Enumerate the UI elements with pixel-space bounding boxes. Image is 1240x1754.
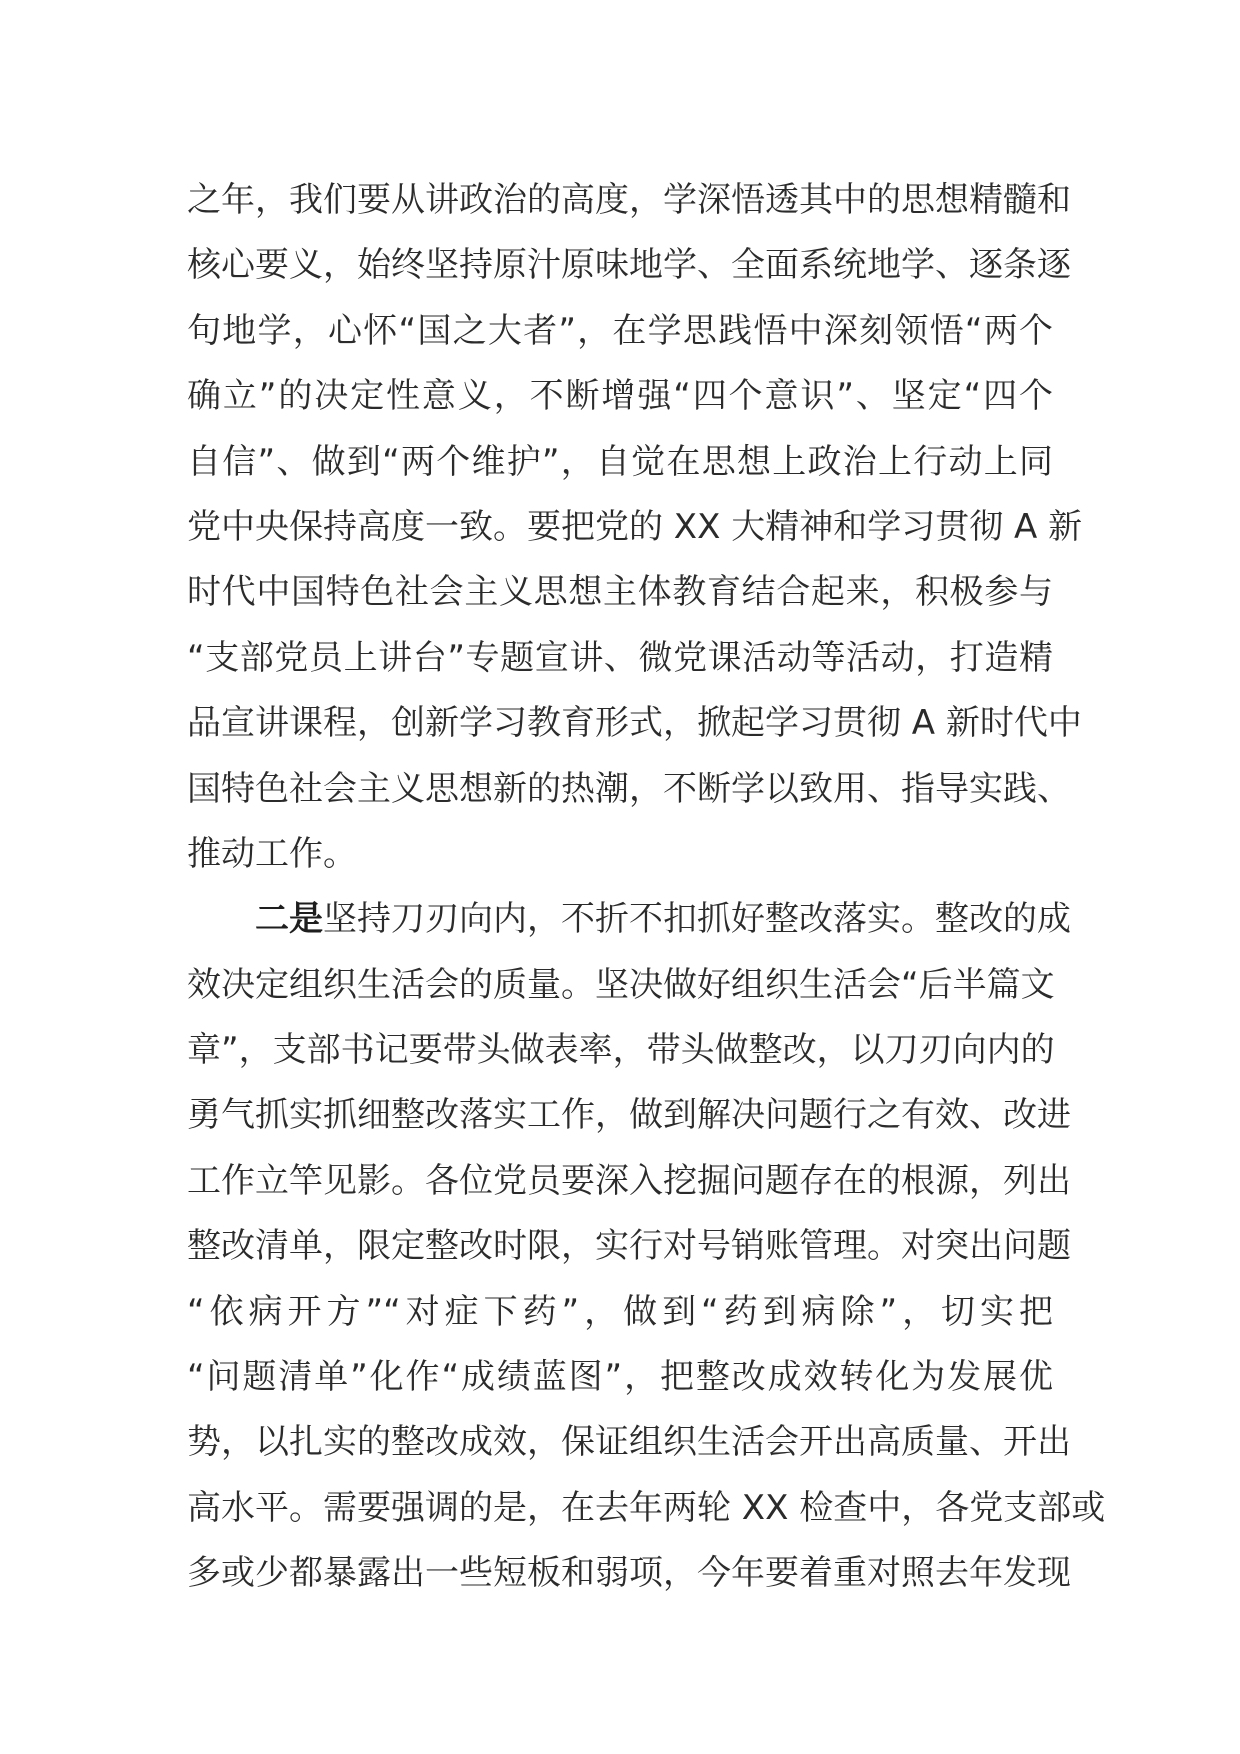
- paragraph-1-line: 品宣讲课程，创新学习教育形式，掀起学习贯彻 A 新时代中: [187, 703, 1082, 744]
- paragraph-1-line: 推动工作。: [187, 833, 357, 874]
- paragraph-1-line: 核心要义，始终坚持原汁原味地学、全面系统地学、逐条逐: [187, 245, 1071, 286]
- paragraph-2: [187, 887, 1106, 1606]
- paragraph-2-first-line: [187, 887, 1071, 952]
- paragraph-2-line: 整改清单，限定整改时限，实行对号销账管理。对突出问题: [187, 1226, 1071, 1267]
- paragraph-2-line: 效决定组织生活会的质量。坚决做好组织生活会“后半篇文: [187, 964, 1055, 1005]
- document-body: [187, 168, 1106, 1607]
- paragraph-2-lead: 二是: [255, 899, 323, 940]
- paragraph-1-line: 确立”的决定性意义，不断增强“四个意识”、坚定“四个: [187, 376, 1053, 417]
- paragraph-2-first-line-text: 坚持刀刃向内，不折不扣抓好整改落实。整改的成: [323, 899, 1071, 940]
- paragraph-2-line: 勇气抓实抓细整改落实工作，做到解决问题行之有效、改进: [187, 1095, 1071, 1136]
- paragraph-1-line: 之年，我们要从讲政治的高度，学深悟透其中的思想精髓和: [187, 180, 1071, 220]
- paragraph-1-line: 自信”、做到“两个维护”，自觉在思想上政治上行动上同: [187, 441, 1053, 482]
- paragraph-2-line: “依病开方”“对症下药”，做到“药到病除”，切实把: [187, 1291, 1053, 1332]
- paragraph-1-line: “支部党员上讲台”专题宣讲、微党课活动等活动，打造精: [187, 637, 1053, 678]
- paragraph-2-line: 章”，支部书记要带头做表率，带头做整改，以刀刃向内的: [187, 1030, 1055, 1071]
- paragraph-1-line: 时代中国特色社会主义思想主体教育结合起来，积极参与: [187, 572, 1053, 613]
- paragraph-2-line: “问题清单”化作“成绩蓝图”，把整改成效转化为发展优: [187, 1357, 1053, 1398]
- paragraph-1-line: 国特色社会主义思想新的热潮，不断学以致用、指导实践、: [187, 768, 1071, 809]
- paragraph-1: [187, 168, 1083, 887]
- paragraph-2-line: 势，以扎实的整改成效，保证组织生活会开出高质量、开出: [187, 1422, 1071, 1463]
- paragraph-2-line: 工作立竿见影。各位党员要深入挖掘问题存在的根源，列出: [187, 1160, 1071, 1201]
- paragraph-2-line: 多或少都暴露出一些短板和弱项，今年要着重对照去年发现: [187, 1553, 1071, 1594]
- paragraph-1-line: 党中央保持高度一致。要把党的 XX 大精神和学习贯彻 A 新: [187, 506, 1083, 547]
- paragraph-1-line: 句地学，心怀“国之大者”，在学思践悟中深刻领悟“两个: [187, 310, 1053, 351]
- paragraph-2-line: 高水平。需要强调的是，在去年两轮 XX 检查中，各党支部或: [187, 1487, 1106, 1528]
